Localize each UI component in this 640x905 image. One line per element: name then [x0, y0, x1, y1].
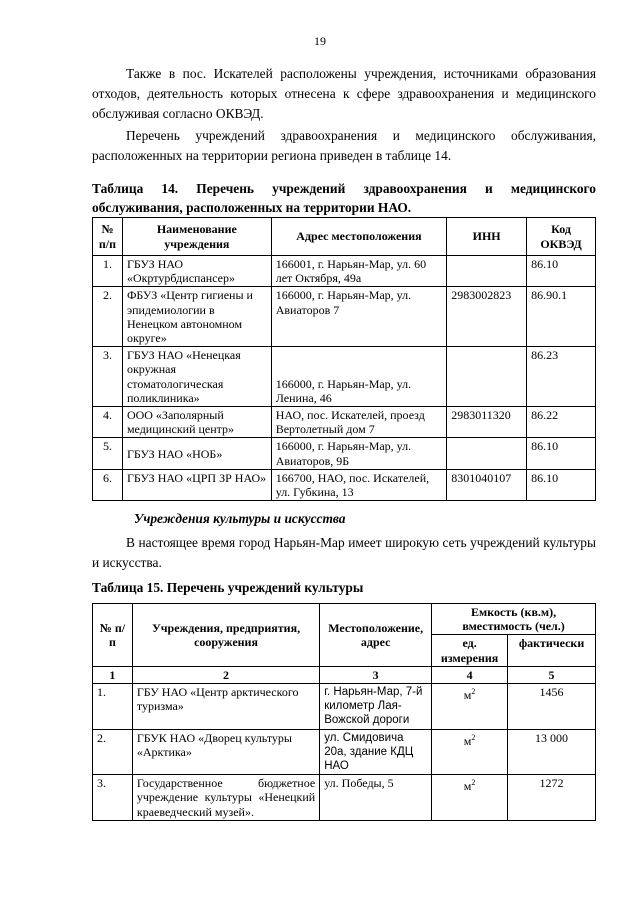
table-14-caption: Таблица 14. Перечень учреждений здравоохранения и медицинского обслуживания, расположенных на территории НАО.: [92, 181, 596, 215]
t14-cell-name: ООО «Заполярный медицинский центр»: [122, 407, 271, 438]
table-row: [93, 729, 596, 775]
t15-header-num: № п/п: [93, 604, 133, 667]
table-row: [93, 287, 596, 347]
t15-cell-unit: [432, 729, 508, 775]
t15-header-actual: фактически: [508, 635, 596, 666]
t15-header-location: Местоположение, адрес: [320, 604, 432, 667]
t14-cell-okved: 86.90.1: [527, 287, 596, 347]
t15-colnum: 4: [432, 666, 508, 683]
t15-cell-actual: 1272: [508, 775, 596, 821]
t15-cell-location: г. Нарьян-Мар, 7-й километр Лая-Вожской дороги: [320, 684, 432, 730]
t14-header-num: № п/п: [93, 218, 123, 256]
t15-header-capacity: Емкость (кв.м), вместимость (чел.): [432, 604, 596, 635]
paragraph-1: [92, 64, 596, 124]
t14-cell-num: 2.: [93, 287, 123, 347]
t14-cell-okved: 86.10: [527, 469, 596, 500]
t14-header-address: Адрес местоположения: [271, 218, 446, 256]
t14-cell-inn: [447, 256, 527, 287]
t15-cell-num: 1.: [93, 684, 133, 730]
table-14: [92, 217, 596, 501]
t14-cell-num: 3.: [93, 347, 123, 407]
paragraph-2-text: Перечень учреждений здравоохранения и медицинского обслуживания, расположенных на территории региона приведен в таблице 14.: [92, 128, 596, 163]
t14-cell-okved: 86.10: [527, 438, 596, 469]
paragraph-3: [92, 533, 596, 573]
table-row: [93, 256, 596, 287]
t15-colnum: 1: [93, 666, 133, 683]
page-number: 19: [314, 34, 326, 48]
table-15: [92, 603, 596, 821]
t14-header-okved: Код ОКВЭД: [527, 218, 596, 256]
t14-cell-num: 4.: [93, 407, 123, 438]
t15-unit-text: м: [463, 733, 472, 748]
t14-cell-inn: 8301040107: [447, 469, 527, 500]
t15-cell-num: 2.: [93, 729, 133, 775]
t14-cell-name: ГБУЗ НАО «Ненецкая окружная стоматологическая поликлиника»: [122, 347, 271, 407]
t15-header-name: Учреждения, предприятия, сооружения: [132, 604, 319, 667]
t14-cell-address: 166700, НАО, пос. Искателей, ул. Губкина, 13: [271, 469, 446, 500]
t15-unit-sup: 2: [471, 732, 476, 742]
t14-cell-okved: 86.22: [527, 407, 596, 438]
t15-colnum: 5: [508, 666, 596, 683]
table-row: [93, 684, 596, 730]
t15-unit-text: м: [463, 688, 472, 703]
t14-cell-name: ГБУЗ НАО «НОБ»: [122, 438, 271, 469]
table-row: [93, 775, 596, 821]
t15-colnum: 3: [320, 666, 432, 683]
t14-cell-address: 166000, г. Нарьян-Мар, ул. Авиаторов 7: [271, 287, 446, 347]
section-heading: Учреждения культуры и искусства: [134, 511, 346, 526]
t15-cell-actual: 1456: [508, 684, 596, 730]
t14-header-name: Наименование учреждения: [122, 218, 271, 256]
table-row: [93, 469, 596, 500]
table-row: [93, 407, 596, 438]
t14-cell-okved: 86.10: [527, 256, 596, 287]
t14-cell-inn: [447, 347, 527, 407]
t15-cell-num: 3.: [93, 775, 133, 821]
t14-cell-okved: 86.23: [527, 347, 596, 407]
t15-cell-name: Государственное бюджетное учреждение культуры «Ненецкий краеведческий музей».: [132, 775, 319, 821]
t14-cell-num: 5.: [93, 438, 123, 469]
t14-cell-address: 166000, г. Нарьян-Мар, ул. Авиаторов, 9Б: [271, 438, 446, 469]
t14-cell-address: 166000, г. Нарьян-Мар, ул. Ленина, 46: [271, 347, 446, 407]
t15-cell-unit: [432, 684, 508, 730]
paragraph-1-text: Также в пос. Искателей расположены учреждения, источниками образования отходов, деятельность которых отнесена к сфере здравоохранения и медицинского обслуживая согласно ОКВЭД.: [92, 66, 596, 121]
t14-cell-address: НАО, пос. Искателей, проезд Вертолетный дом 7: [271, 407, 446, 438]
t15-header-unit: ед. измерения: [432, 635, 508, 666]
t14-header-inn: ИНН: [447, 218, 527, 256]
t15-unit-sup: 2: [471, 687, 476, 697]
table-row: [93, 347, 596, 407]
t14-cell-name: ГБУЗ НАО «ЦРП ЗР НАО»: [122, 469, 271, 500]
paragraph-2: [92, 126, 596, 166]
table-15-caption: Таблица 15. Перечень учреждений культуры: [92, 580, 364, 595]
t15-cell-actual: 13 000: [508, 729, 596, 775]
t15-cell-name: ГБУК НАО «Дворец культуры «Арктика»: [132, 729, 319, 775]
t15-unit-text: м: [463, 779, 472, 794]
t15-cell-location: ул. Смидовича 20а, здание КДЦ НАО: [320, 729, 432, 775]
t15-colnum: 2: [132, 666, 319, 683]
t15-cell-unit: [432, 775, 508, 821]
t14-cell-name: ФБУЗ «Центр гигиены и эпидемиологии в Ненецком автономном округе»: [122, 287, 271, 347]
t14-cell-num: 1.: [93, 256, 123, 287]
t14-cell-name: ГБУЗ НАО «Окртурбдиспансер»: [122, 256, 271, 287]
table-row: [93, 438, 596, 469]
t15-unit-sup: 2: [471, 778, 476, 788]
t14-cell-num: 6.: [93, 469, 123, 500]
t14-cell-address: 166001, г. Нарьян-Мар, ул. 60 лет Октября, 49а: [271, 256, 446, 287]
t14-cell-inn: [447, 438, 527, 469]
paragraph-3-text: В настоящее время город Нарьян-Мар имеет широкую сеть учреждений культуры и искусства.: [92, 535, 596, 570]
t14-cell-inn: 2983011320: [447, 407, 527, 438]
t15-cell-location: ул. Победы, 5: [320, 775, 432, 821]
t14-cell-inn: 2983002823: [447, 287, 527, 347]
t15-cell-name: ГБУ НАО «Центр арктического туризма»: [132, 684, 319, 730]
